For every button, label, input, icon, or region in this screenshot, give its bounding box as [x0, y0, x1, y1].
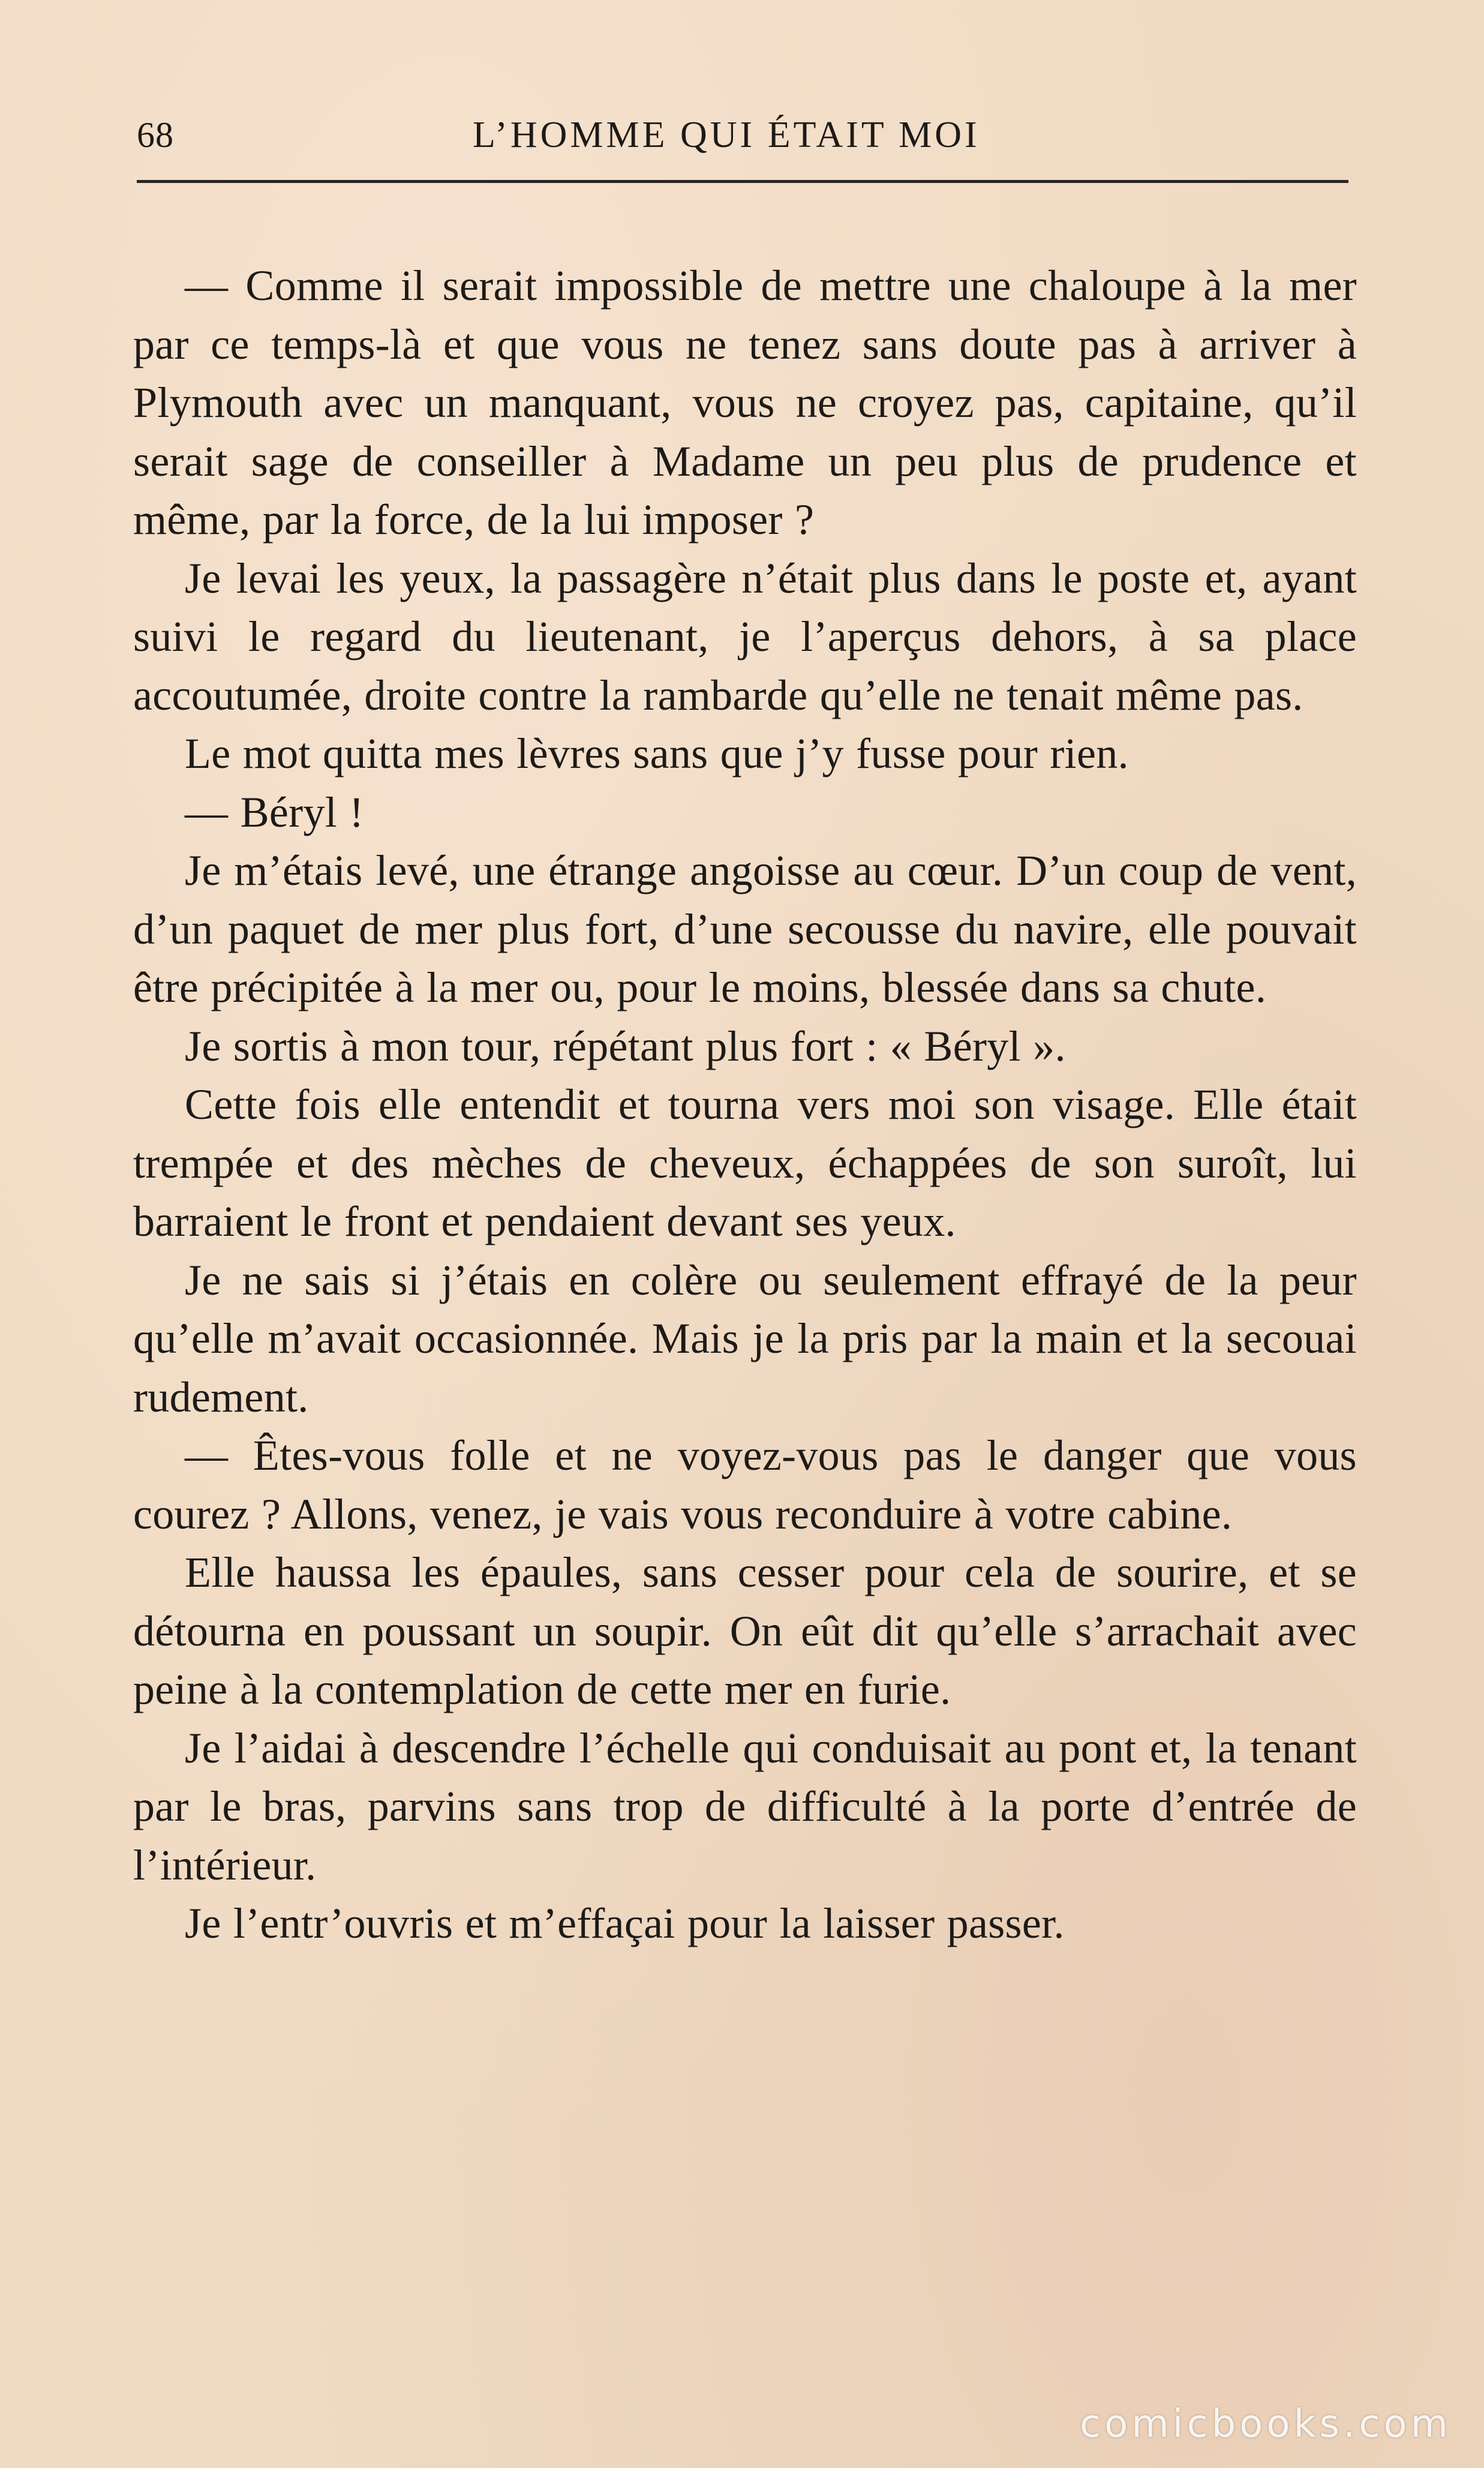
paragraph: Cette fois elle entendit et tourna vers moi son visage. Elle était trempée et des mèches de cheveux, échappées de son suroît, lui barraient le front et pendaient devant ses yeux.: [133, 1080, 1357, 1245]
header-rule: [137, 180, 1348, 183]
paragraph: — Comme il serait impossible de mettre une chaloupe à la mer par ce temps-là et que vous ne tenez sans doute pas à arriver à Plymouth avec un manquant, vous ne croyez pas, capitaine, qu’il serait sage de conseiller à Madame un peu plus de prudence et même, par la force, de la lui imposer ?: [133, 262, 1357, 544]
paragraph: Le mot quitta mes lèvres sans que j’y fusse pour rien.: [185, 729, 1129, 777]
paragraph: Je levai les yeux, la passagère n’était plus dans le poste et, ayant suivi le regard du lieutenant, je l’aperçus dehors, à sa place accoutumée, droite contre la rambarde qu’elle ne tenait même pas.: [133, 554, 1357, 719]
paragraph: Je sortis à mon tour, répétant plus fort : « Béryl ».: [185, 1022, 1066, 1070]
body-text: [133, 257, 1357, 1953]
running-header: [137, 108, 1354, 162]
paragraph: Je m’étais levé, une étrange angoisse au cœur. D’un coup de vent, d’un paquet de mer plus fort, d’une secousse du navire, elle pouvait être précipitée à la mer ou, pour le moins, blessée dans sa chute.: [133, 846, 1357, 1011]
page-number: 68: [137, 115, 174, 155]
paragraph: Je l’aidai à descendre l’échelle qui conduisait au pont et, la tenant par le bras, parvins sans trop de difficulté à la porte d’entrée de l’intérieur.: [133, 1724, 1357, 1889]
paragraph: — Béryl !: [185, 788, 364, 836]
paragraph: — Êtes-vous folle et ne voyez-vous pas le danger que vous courez ? Allons, venez, je vais vous reconduire à votre cabine.: [133, 1431, 1357, 1538]
paragraph: Je l’entr’ouvris et m’effaçai pour la laisser passer.: [185, 1899, 1065, 1947]
paragraph: Je ne sais si j’étais en colère ou seulement effrayé de la peur qu’elle m’avait occasionnée. Mais je la pris par la main et la secouai rudement.: [133, 1256, 1357, 1421]
paragraph: Elle haussa les épaules, sans cesser pour cela de sourire, et se détourna en poussant un soupir. On eût dit qu’elle s’arrachait avec peine à la contemplation de cette mer en furie.: [133, 1548, 1357, 1713]
running-title: L’HOMME QUI ÉTAIT MOI: [473, 115, 980, 155]
watermark: comicbooks.com: [1079, 2402, 1452, 2446]
